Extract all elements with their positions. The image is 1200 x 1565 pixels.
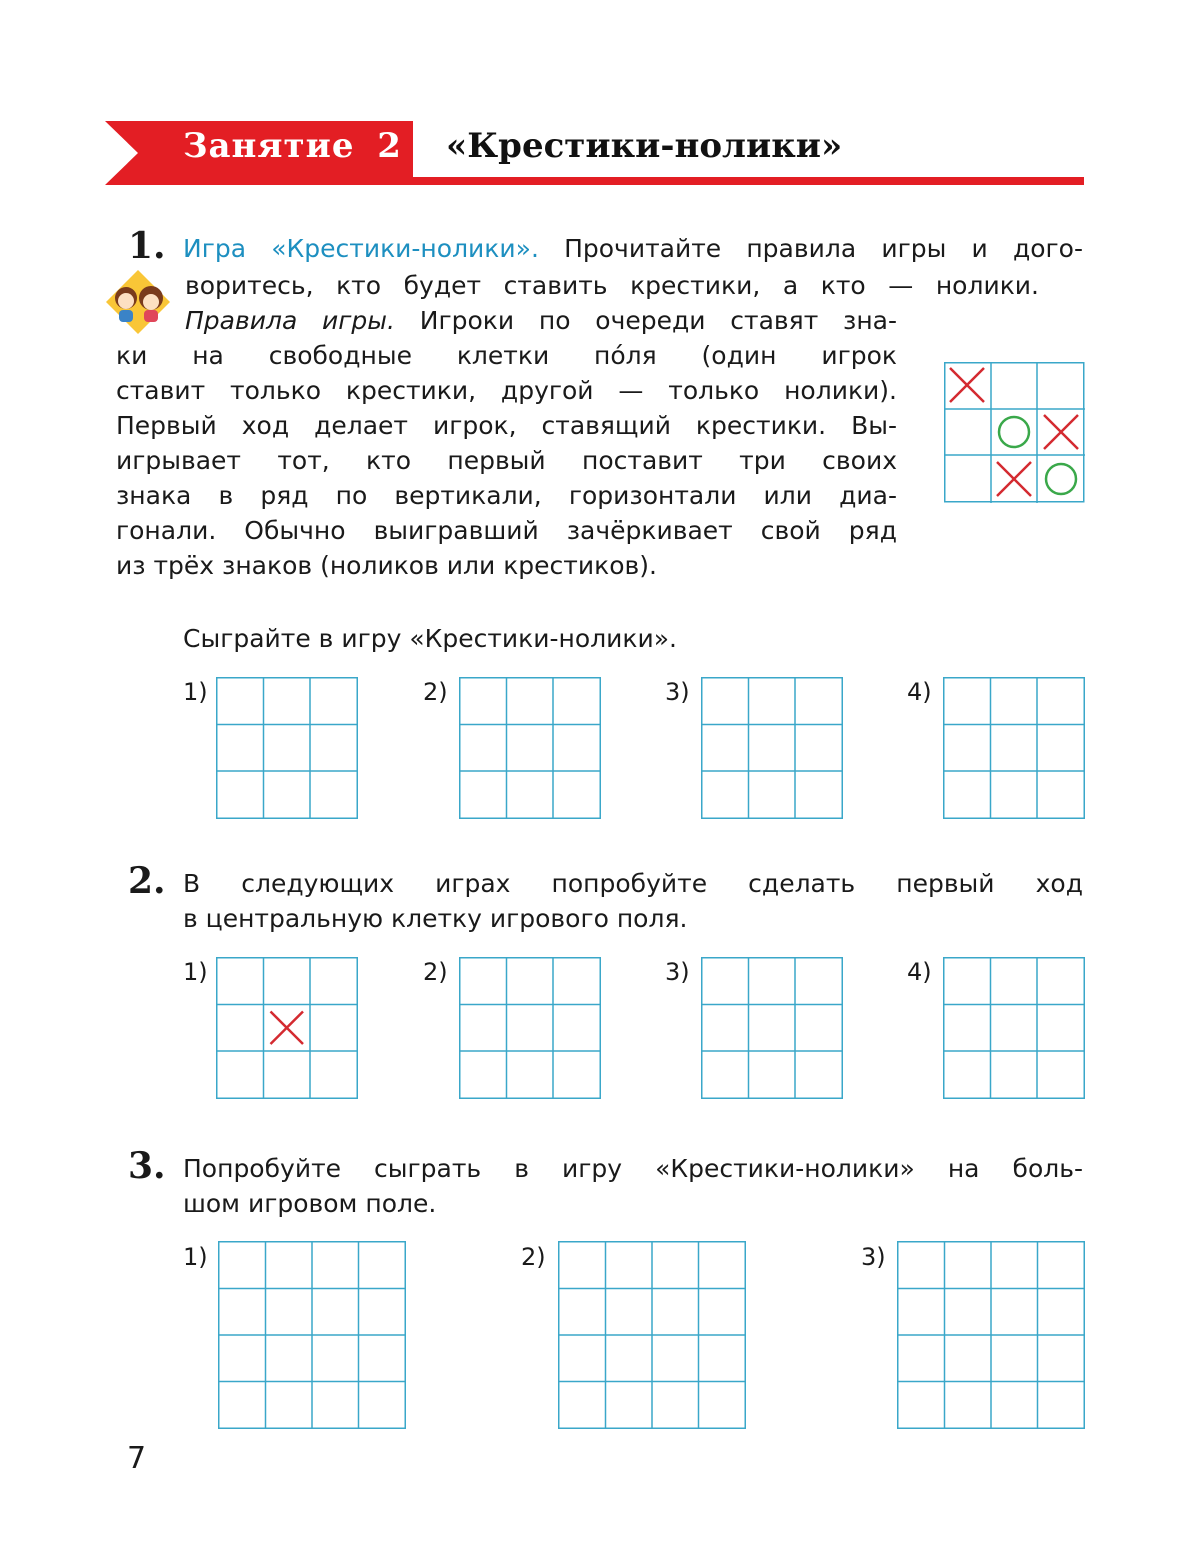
- task1-line1: [183, 231, 1083, 266]
- cross-mark-icon: [950, 368, 984, 402]
- grid-label: 1): [183, 678, 208, 706]
- grid-label: 3): [861, 1243, 886, 1271]
- circle-mark-icon: [1046, 464, 1076, 494]
- game-board-4x4[interactable]: [897, 1241, 1085, 1433]
- game-board-3x3[interactable]: [943, 957, 1085, 1103]
- game-board-3x3[interactable]: [459, 957, 601, 1103]
- grid-label: 3): [665, 958, 690, 986]
- board-grid: [558, 1241, 746, 1429]
- circle-mark-icon: [999, 417, 1029, 447]
- rules-line-2: ки на свободные клетки по́ля (один игрок: [116, 341, 897, 370]
- task1-title: Игра «Крестики-нолики».: [183, 234, 539, 263]
- rules-line-4: Первый ход делает игрок, ставящий крестики. Вы-: [116, 411, 897, 440]
- grid-label: 1): [183, 1243, 208, 1271]
- grid-label: 3): [665, 678, 690, 706]
- task2-line1: В следующих играх попробуйте сделать первый ход: [183, 869, 1083, 898]
- cross-mark-icon: [271, 1012, 304, 1045]
- rules-line-5: игрывает тот, кто первый поставит три своих: [116, 446, 897, 475]
- board-grid: [943, 957, 1085, 1099]
- rules-label: Правила игры.: [185, 306, 395, 335]
- task3-line1: Попробуйте сыграть в игру «Крестики-нолики» на боль-: [183, 1154, 1083, 1183]
- task3-number: 3.: [128, 1145, 166, 1187]
- task2-line2: в центральную клетку игрового поля.: [183, 904, 688, 933]
- board-grid: [701, 957, 843, 1099]
- header-underline: [413, 177, 1084, 185]
- board-grid: [216, 677, 358, 819]
- game-board-3x3[interactable]: [216, 957, 358, 1103]
- game-board-3x3[interactable]: [943, 677, 1085, 823]
- lesson-title: «Крестики-нолики»: [446, 126, 843, 166]
- game-board-3x3[interactable]: [216, 677, 358, 823]
- board-grid: [897, 1241, 1085, 1429]
- grid-label: 2): [423, 958, 448, 986]
- grid-label: 1): [183, 958, 208, 986]
- cross-mark-icon: [997, 462, 1031, 496]
- board-grid: [459, 957, 601, 1099]
- pair-work-icon: [104, 268, 172, 336]
- task3-line2: шом игровом поле.: [183, 1189, 437, 1218]
- board-grid: [701, 677, 843, 819]
- game-board-4x4[interactable]: [558, 1241, 746, 1433]
- board-grid: [218, 1241, 406, 1429]
- grid-label: 2): [521, 1243, 546, 1271]
- example-board: [944, 362, 1085, 507]
- game-board-3x3[interactable]: [459, 677, 601, 823]
- task1-line2: воритесь, кто будет ставить крестики, а кто — нолики.: [185, 271, 1039, 300]
- grid-label: 2): [423, 678, 448, 706]
- lesson-label: Занятие 2: [183, 126, 402, 166]
- board-grid: [943, 677, 1085, 819]
- cross-mark-icon: [1044, 415, 1078, 449]
- task1-number: 1.: [128, 225, 166, 267]
- board-grid: [459, 677, 601, 819]
- task1-instruction: Сыграйте в игру «Крестики-нолики».: [183, 624, 678, 653]
- rules-line-1-text: Игроки по очереди ставят зна-: [419, 306, 898, 335]
- game-board-3x3[interactable]: [701, 957, 843, 1103]
- board-grid: [216, 957, 358, 1099]
- rules-line-8: из трёх знаков (ноликов или крестиков).: [116, 551, 657, 580]
- game-board-3x3[interactable]: [701, 677, 843, 823]
- rules-line-3: ставит только крестики, другой — только нолики).: [116, 376, 897, 405]
- grid-label: 4): [907, 958, 932, 986]
- task1-line1-rest: Прочитайте правила игры и дого-: [564, 234, 1083, 263]
- rules-line-6: знака в ряд по вертикали, горизонтали или диа-: [116, 481, 897, 510]
- game-board-4x4[interactable]: [218, 1241, 406, 1433]
- grid-label: 4): [907, 678, 932, 706]
- rules-line-1: [185, 303, 897, 338]
- page-number: 7: [127, 1441, 147, 1476]
- task2-number: 2.: [128, 860, 166, 902]
- rules-line-7: гонали. Обычно выигравший зачёркивает свой ряд: [116, 516, 897, 545]
